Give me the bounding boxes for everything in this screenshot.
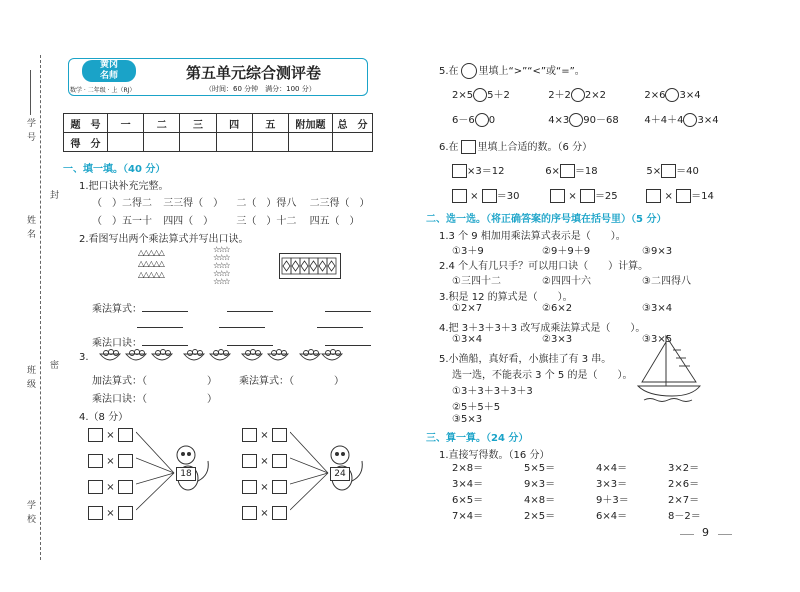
triangles-picture: △△△△△ △△△△△ △△△△△ xyxy=(138,248,164,279)
q5-row-2: 6－6 0 4×3 90－68 4＋4＋4 3×4 xyxy=(452,115,719,126)
s2-q3-opts: ①2×7 ②6×2 ③3×4 xyxy=(452,303,673,314)
monkey-right xyxy=(326,445,368,498)
sub-left: 数学 · 二年级 · 上（RJ） xyxy=(70,87,136,94)
binding-line xyxy=(40,55,41,560)
side-label-school: 学 校 xyxy=(25,500,35,524)
s2-q2: 2.4 个人有几只手？可以用口诀（ ）计算。 xyxy=(439,261,649,272)
s2-q4-opts: ①3×4 ②3×3 ③3×5 xyxy=(452,334,673,345)
s2-q5: 5.小渔船，真好看，小旗挂了有 3 串。 xyxy=(439,354,612,365)
monkey-left xyxy=(172,445,214,498)
bowls-picture xyxy=(98,348,343,369)
s2-q4: 4.把 3＋3＋3＋3 改写成乘法算式是（ ）。 xyxy=(439,323,646,334)
section-3-title: 三、算一算。（24 分） xyxy=(426,433,529,444)
s2-q5b: 选一选，不能表示 3 个 5 的是（ ）。 xyxy=(452,370,633,381)
seal-char: 封 xyxy=(48,190,58,200)
page-rule-right xyxy=(718,534,732,535)
seal-char-2: 密 xyxy=(48,360,58,370)
section-1-title: 一、填一填。（40 分） xyxy=(63,164,166,175)
q6-title: 6.在 里填上合适的数。（6 分） xyxy=(439,142,593,153)
mul-row-1: 乘法算式： xyxy=(92,300,371,315)
s2-q5-opt3: ③5×3 xyxy=(452,414,483,425)
q1-row-2: （ ）五一十 四四（ ） 三（ ）十二 四五（ ） xyxy=(92,216,360,227)
time-info: （时间：60 分钟 满分：100 分） xyxy=(205,85,316,93)
page-number: 9 xyxy=(702,526,709,539)
mul-row-2 xyxy=(137,318,363,331)
s2-q5-opt2: ②5＋5＋5 xyxy=(452,402,501,413)
side-label-id: 学 号 xyxy=(25,118,35,142)
q4-grid-left: × × × × xyxy=(88,423,133,527)
s3-q1: 1.直接写得数。（16 分） xyxy=(439,450,550,461)
q4-lines-right xyxy=(290,425,330,525)
monkey-right-number: 24 xyxy=(330,467,350,481)
q5-title: 5.在 里填上“>”“<”或“=”。 xyxy=(439,62,585,79)
diamonds-picture xyxy=(279,253,341,279)
page-rule-left xyxy=(680,534,694,535)
q4-lines-left xyxy=(136,425,176,525)
side-label-name: 姓 名 xyxy=(25,215,35,239)
s2-q1: 1.3 个 9 相加用乘法算式表示是（ ）。 xyxy=(439,231,626,242)
section-2-title: 二、选一选。（将正确答案的序号填在括号里）（5 分） xyxy=(426,214,667,225)
q1-row-1: （ ）二得二 三三得（ ） 二（ ）得八 二三得（ ） xyxy=(92,198,370,209)
q2-text: 2.看图写出两个乘法算式并写出口诀。 xyxy=(79,234,249,245)
stars-picture: ☆☆☆ ☆☆☆ ☆☆☆ ☆☆☆ ☆☆☆ xyxy=(213,245,229,286)
page-title: 第五单元综合测评卷 xyxy=(186,64,322,82)
q3-num: 3. xyxy=(79,352,89,363)
score-table: 题 号 一 二 三 四 五 附加题 总 分 得 分 xyxy=(63,113,373,152)
monkey-left-number: 18 xyxy=(176,467,196,481)
logo: 黄冈 名师 xyxy=(82,60,136,82)
s2-q2-opts: ①三四十二 ②四四十六 ③二四得八 xyxy=(452,276,691,287)
s2-q5-opt1: ①3＋3＋3＋3＋3 xyxy=(452,386,533,397)
q5-row-1: 2×5 5＋2 2＋2 2×2 2×6 3×4 xyxy=(452,90,701,101)
q3-add-row: 加法算式：（ ） 乘法算式：（ ） xyxy=(92,376,344,387)
q4-text: 4.（8 分） xyxy=(79,412,129,423)
q6-row-1: ×3＝12 6× ＝18 5× ＝40 xyxy=(452,162,699,178)
q1-text: 1.把口诀补充完整。 xyxy=(79,181,169,192)
kou-row: 乘法口诀： xyxy=(92,334,371,349)
side-line xyxy=(30,70,31,115)
boat-picture xyxy=(636,330,704,402)
q6-row-2: × ＝30 × ＝25 × ＝14 xyxy=(452,187,714,203)
s2-q3: 3.积是 12 的算式是（ ）。 xyxy=(439,292,573,303)
side-label-class: 班 级 xyxy=(25,365,35,389)
q3-kou: 乘法口诀：（ ） xyxy=(92,394,217,405)
q4-grid-right: × × × × xyxy=(242,423,287,527)
s2-q1-opts: ①3＋9 ②9＋9＋9 ③9×3 xyxy=(452,246,673,257)
calc-grid: 2×8＝ 5×5＝ 4×4＝ 3×2＝ 3×4＝ 9×3＝ 3×3＝ 2×6＝ 6×5＝ 4×8＝ 9＋3＝ 2×7＝ 7×4＝ 2×5＝ 6×4＝ 8－2＝ xyxy=(452,463,701,522)
